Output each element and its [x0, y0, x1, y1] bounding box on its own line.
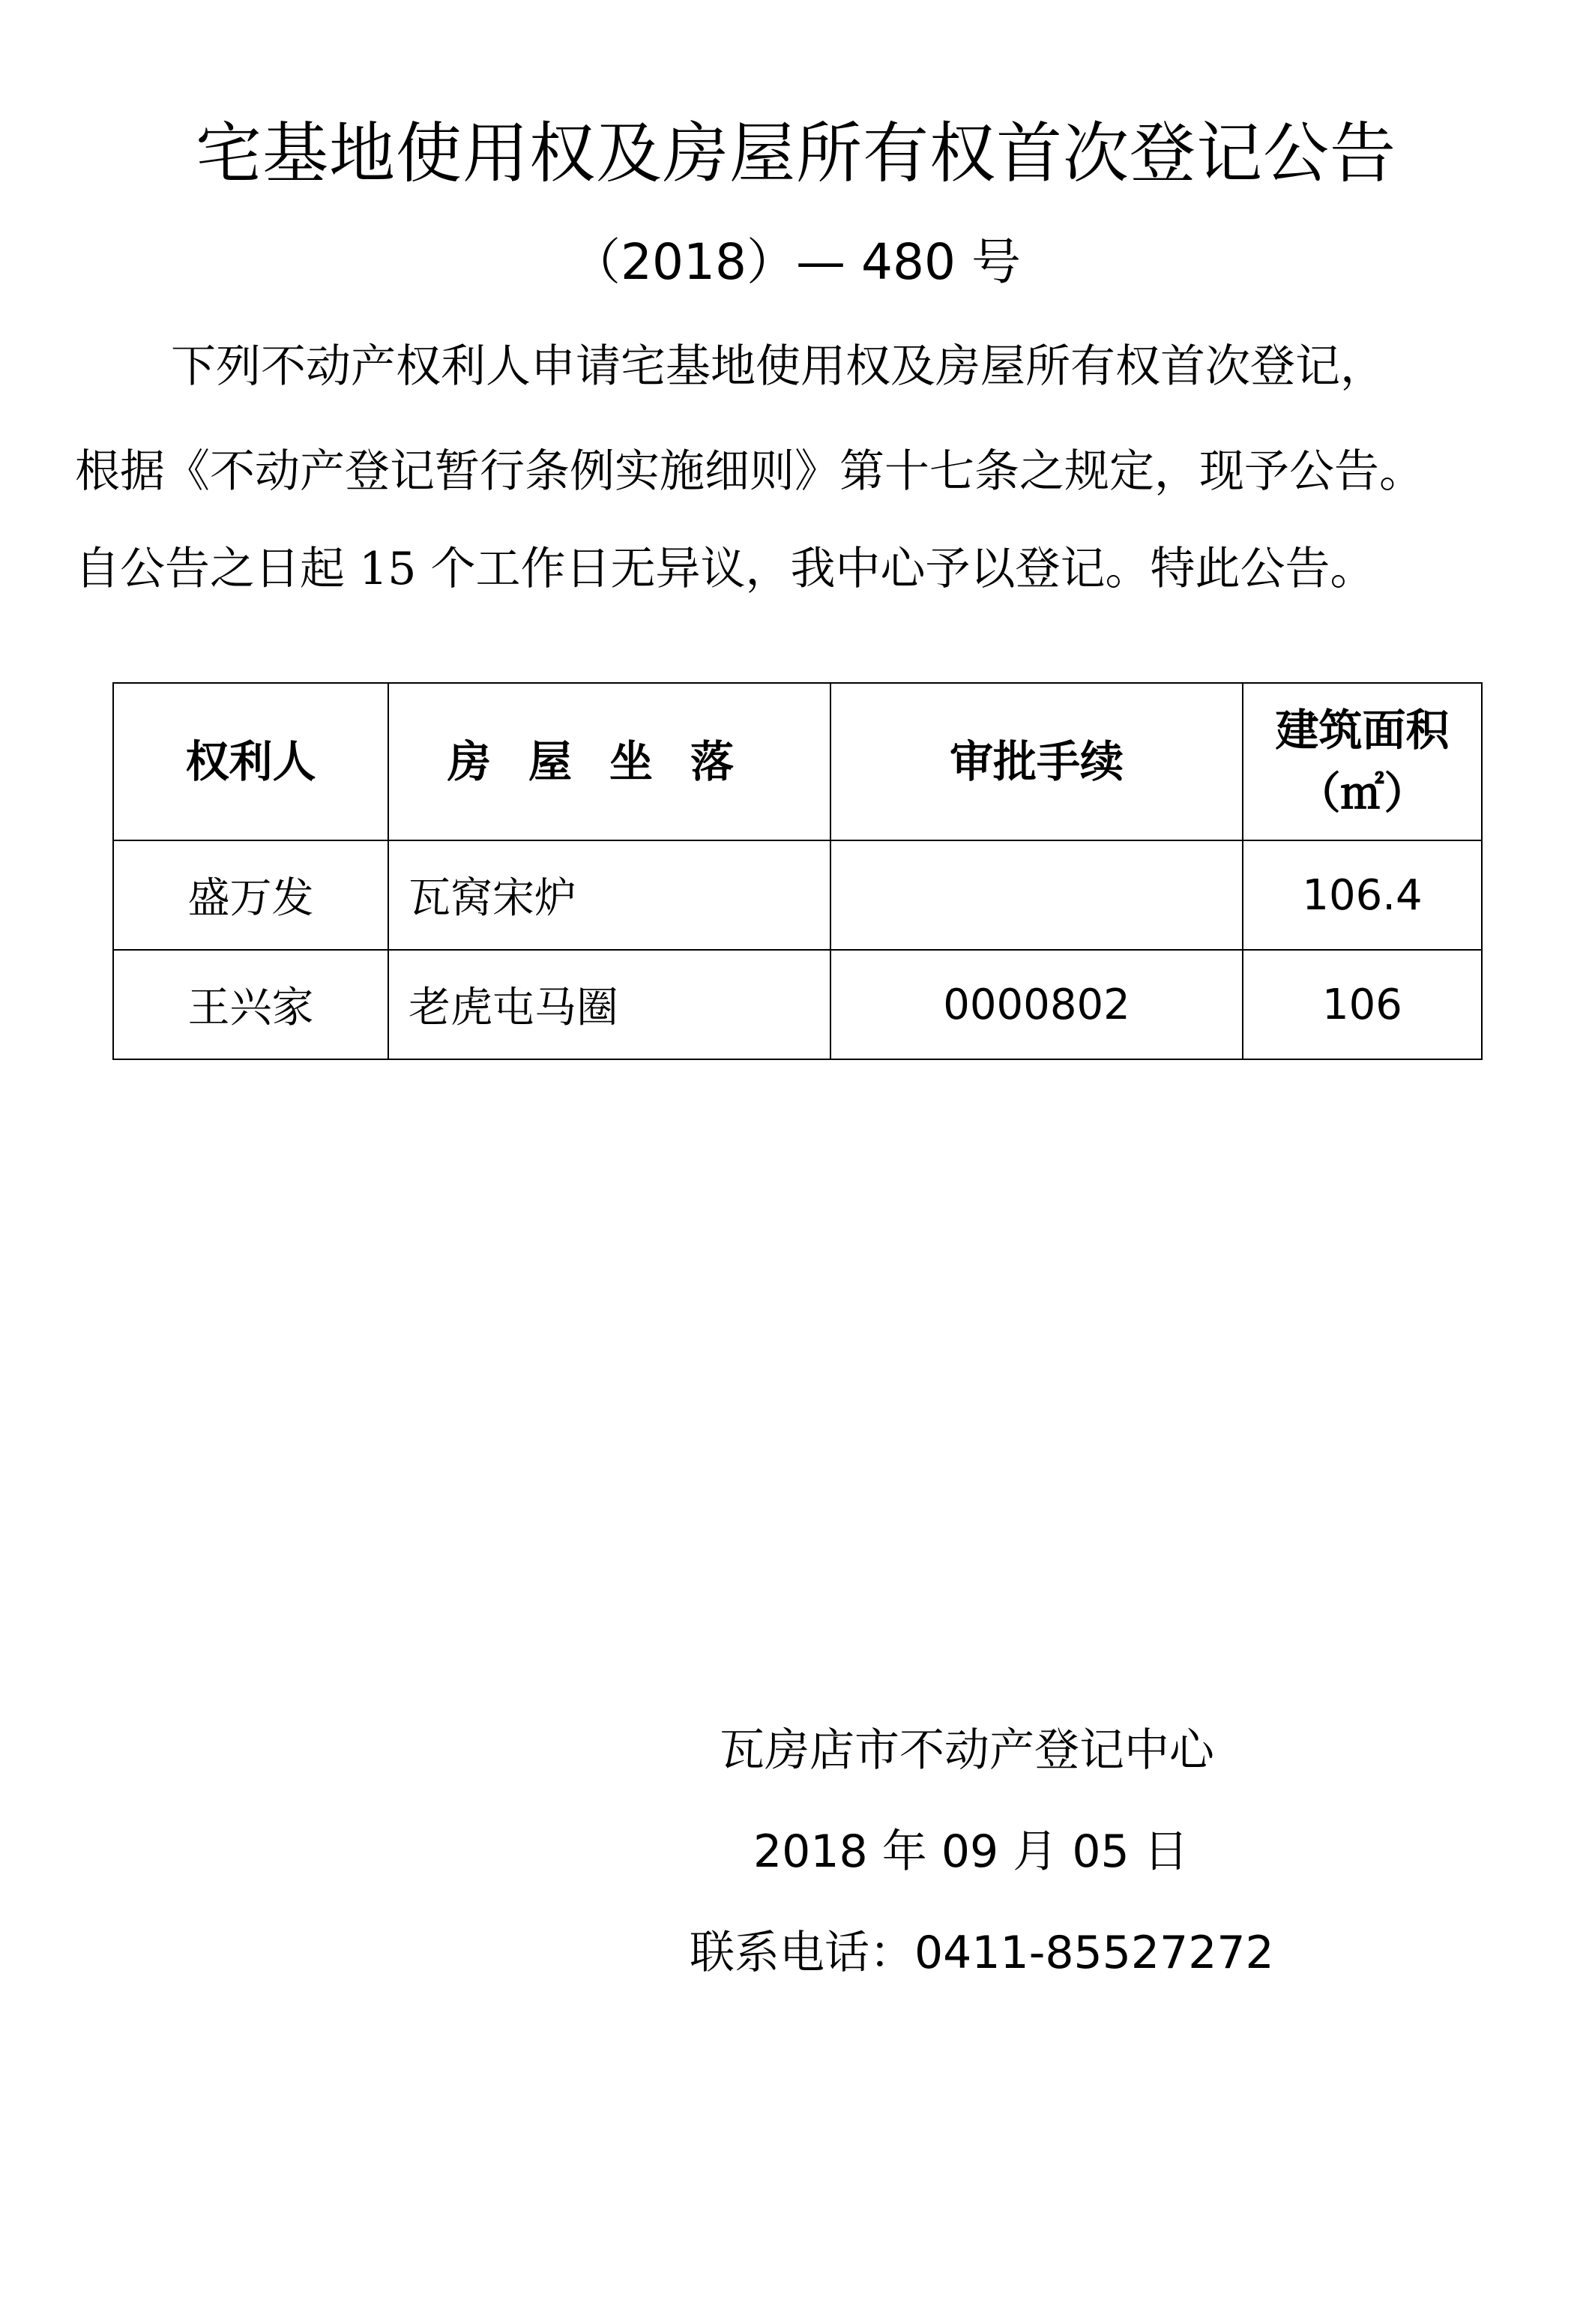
cell-owner: 王兴家: [113, 950, 388, 1059]
header-location-label: 房屋坐落: [447, 736, 771, 787]
header-area: [1243, 683, 1482, 840]
cell-owner: 盛万发: [113, 840, 388, 950]
body-paragraph-line-1: 下列不动产权利人申请宅基地使用权及房屋所有权首次登记，: [171, 340, 1385, 393]
header-approval: 审批手续: [830, 683, 1243, 840]
body-paragraph-line-2: 根据《不动产登记暂行条例实施细则》第十七条之规定，现予公告。: [75, 445, 1424, 498]
cell-approval: [830, 840, 1243, 950]
document-number: （2018）— 480 号: [571, 233, 1021, 291]
header-owner: 权利人: [113, 683, 388, 840]
header-area-label: 建筑面积: [1275, 705, 1450, 756]
cell-approval: 0000802: [830, 950, 1243, 1059]
notice-title: 宅基地使用权及房屋所有权首次登记公告: [195, 115, 1396, 192]
issuer-name: 瓦房店市不动产登记中心: [720, 1724, 1214, 1777]
table-header-row: [113, 683, 1482, 840]
contact-phone: 联系电话：0411-85527272: [690, 1927, 1274, 1979]
cell-location: 瓦窝宋炉: [388, 840, 830, 950]
cell-area: 106.4: [1243, 840, 1482, 950]
cell-area: 106: [1243, 950, 1482, 1059]
header-area-unit: （㎡）: [1297, 768, 1428, 819]
header-location: [388, 683, 830, 840]
cell-location: 老虎屯马圈: [388, 950, 830, 1059]
registration-table: [112, 682, 1483, 1060]
issue-date: 2018 年 09 月 05 日: [753, 1825, 1189, 1878]
table-row: [113, 840, 1482, 950]
table-row: [113, 950, 1482, 1059]
body-paragraph-line-3: 自公告之日起 15 个工作日无异议，我中心予以登记。特此公告。: [75, 543, 1375, 595]
